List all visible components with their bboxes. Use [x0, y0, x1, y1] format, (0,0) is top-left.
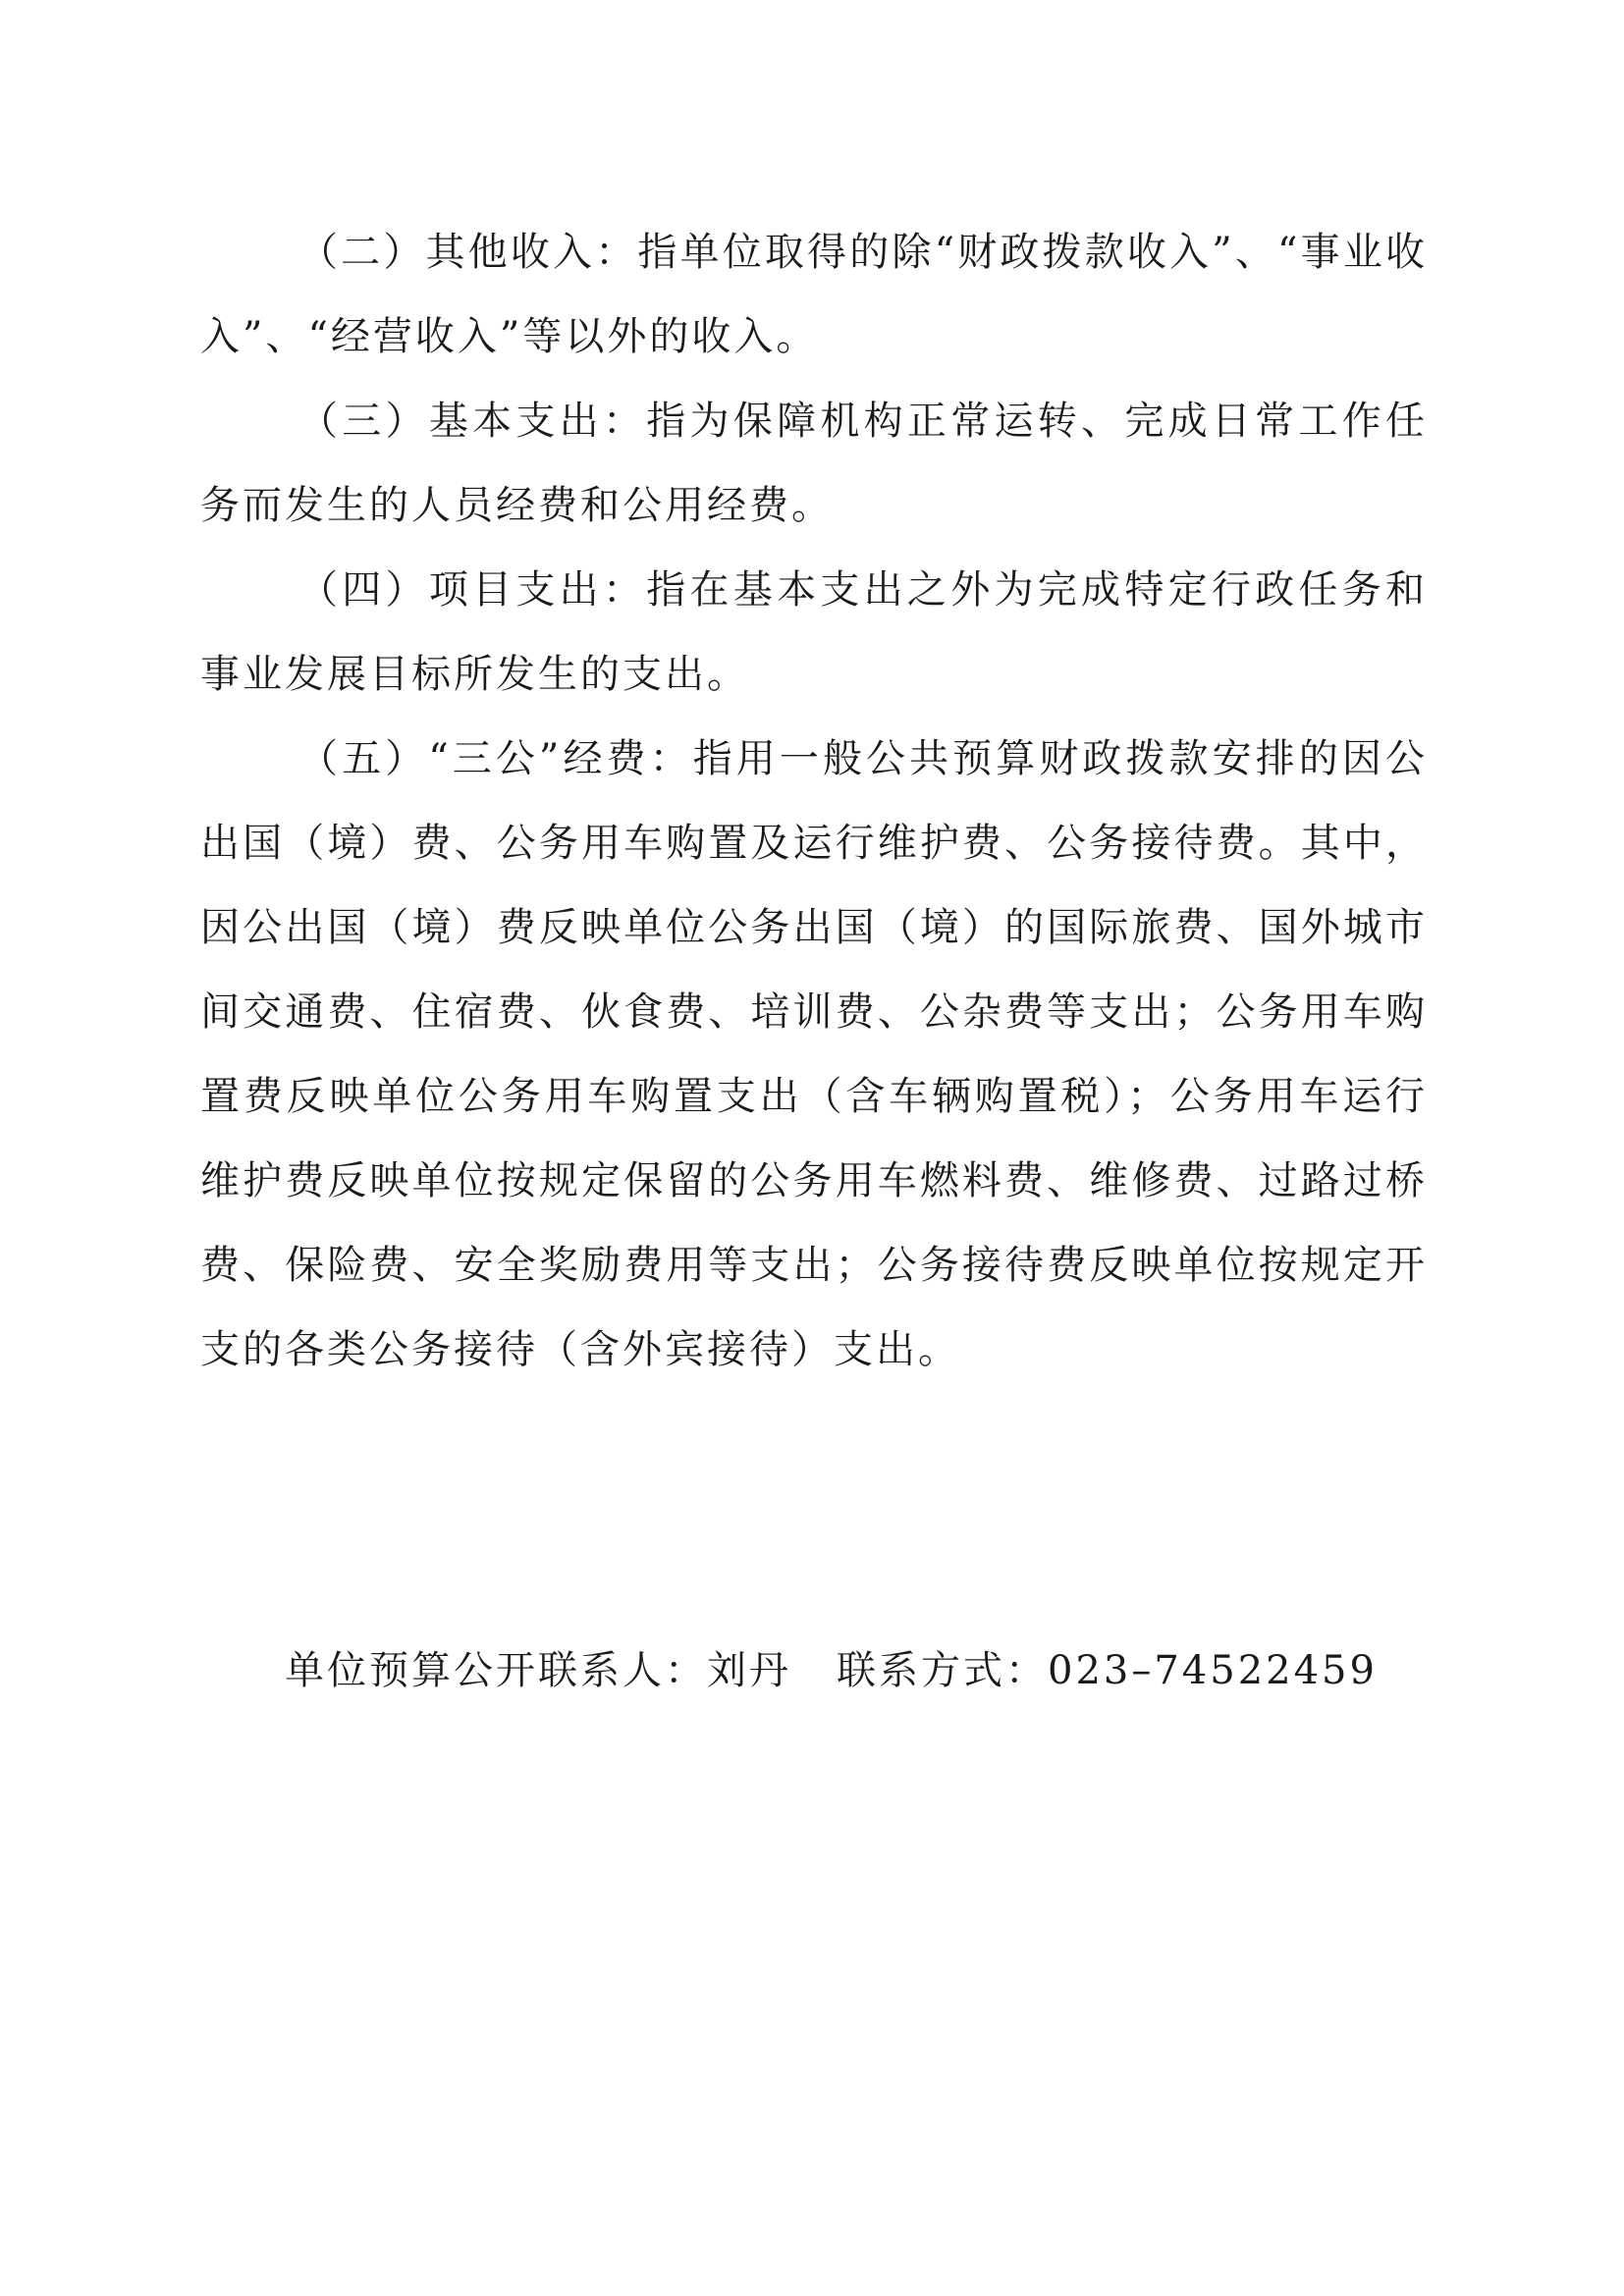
contact-person: 单位预算公开联系人：刘丹: [285, 1648, 791, 1693]
contact-method: 联系方式：023–74522459: [837, 1648, 1378, 1693]
paragraph-basic-expenditure: （三）基本支出：指为保障机构正常运转、完成日常工作任务而发生的人员经费和公用经费。: [200, 399, 1428, 528]
paragraph-three-public-funds: （五）“三公”经费：指用一般公共预算财政拨款安排的因公出国（境）费、公务用车购置及运行维护费、公务接待费。其中，因公出国（境）费反映单位公务出国（境）的国际旅费、国外城市间交通费、住宿费、伙食费、培训费、公杂费等支出；公务用车购置费反映单位公务用车购置支出（含车辆购置税）；公务用车运行维护费反映单位按规定保留的公务用车燃料费、维修费、过路过桥费、保险费、安全奖励费用等支出；公务接待费反映单位按规定开支的各类公务接待（含外宾接待）支出。: [200, 736, 1428, 1372]
body-text: [200, 210, 1428, 1392]
paragraph-project-expenditure: （四）项目支出：指在基本支出之外为完成特定行政任务和事业发展目标所发生的支出。: [200, 567, 1428, 697]
contact-line: [285, 1641, 1378, 1700]
paragraph-other-income: （二）其他收入：指单位取得的除“财政拨款收入”、“事业收入”、“经营收入”等以外的收入。: [200, 230, 1428, 359]
